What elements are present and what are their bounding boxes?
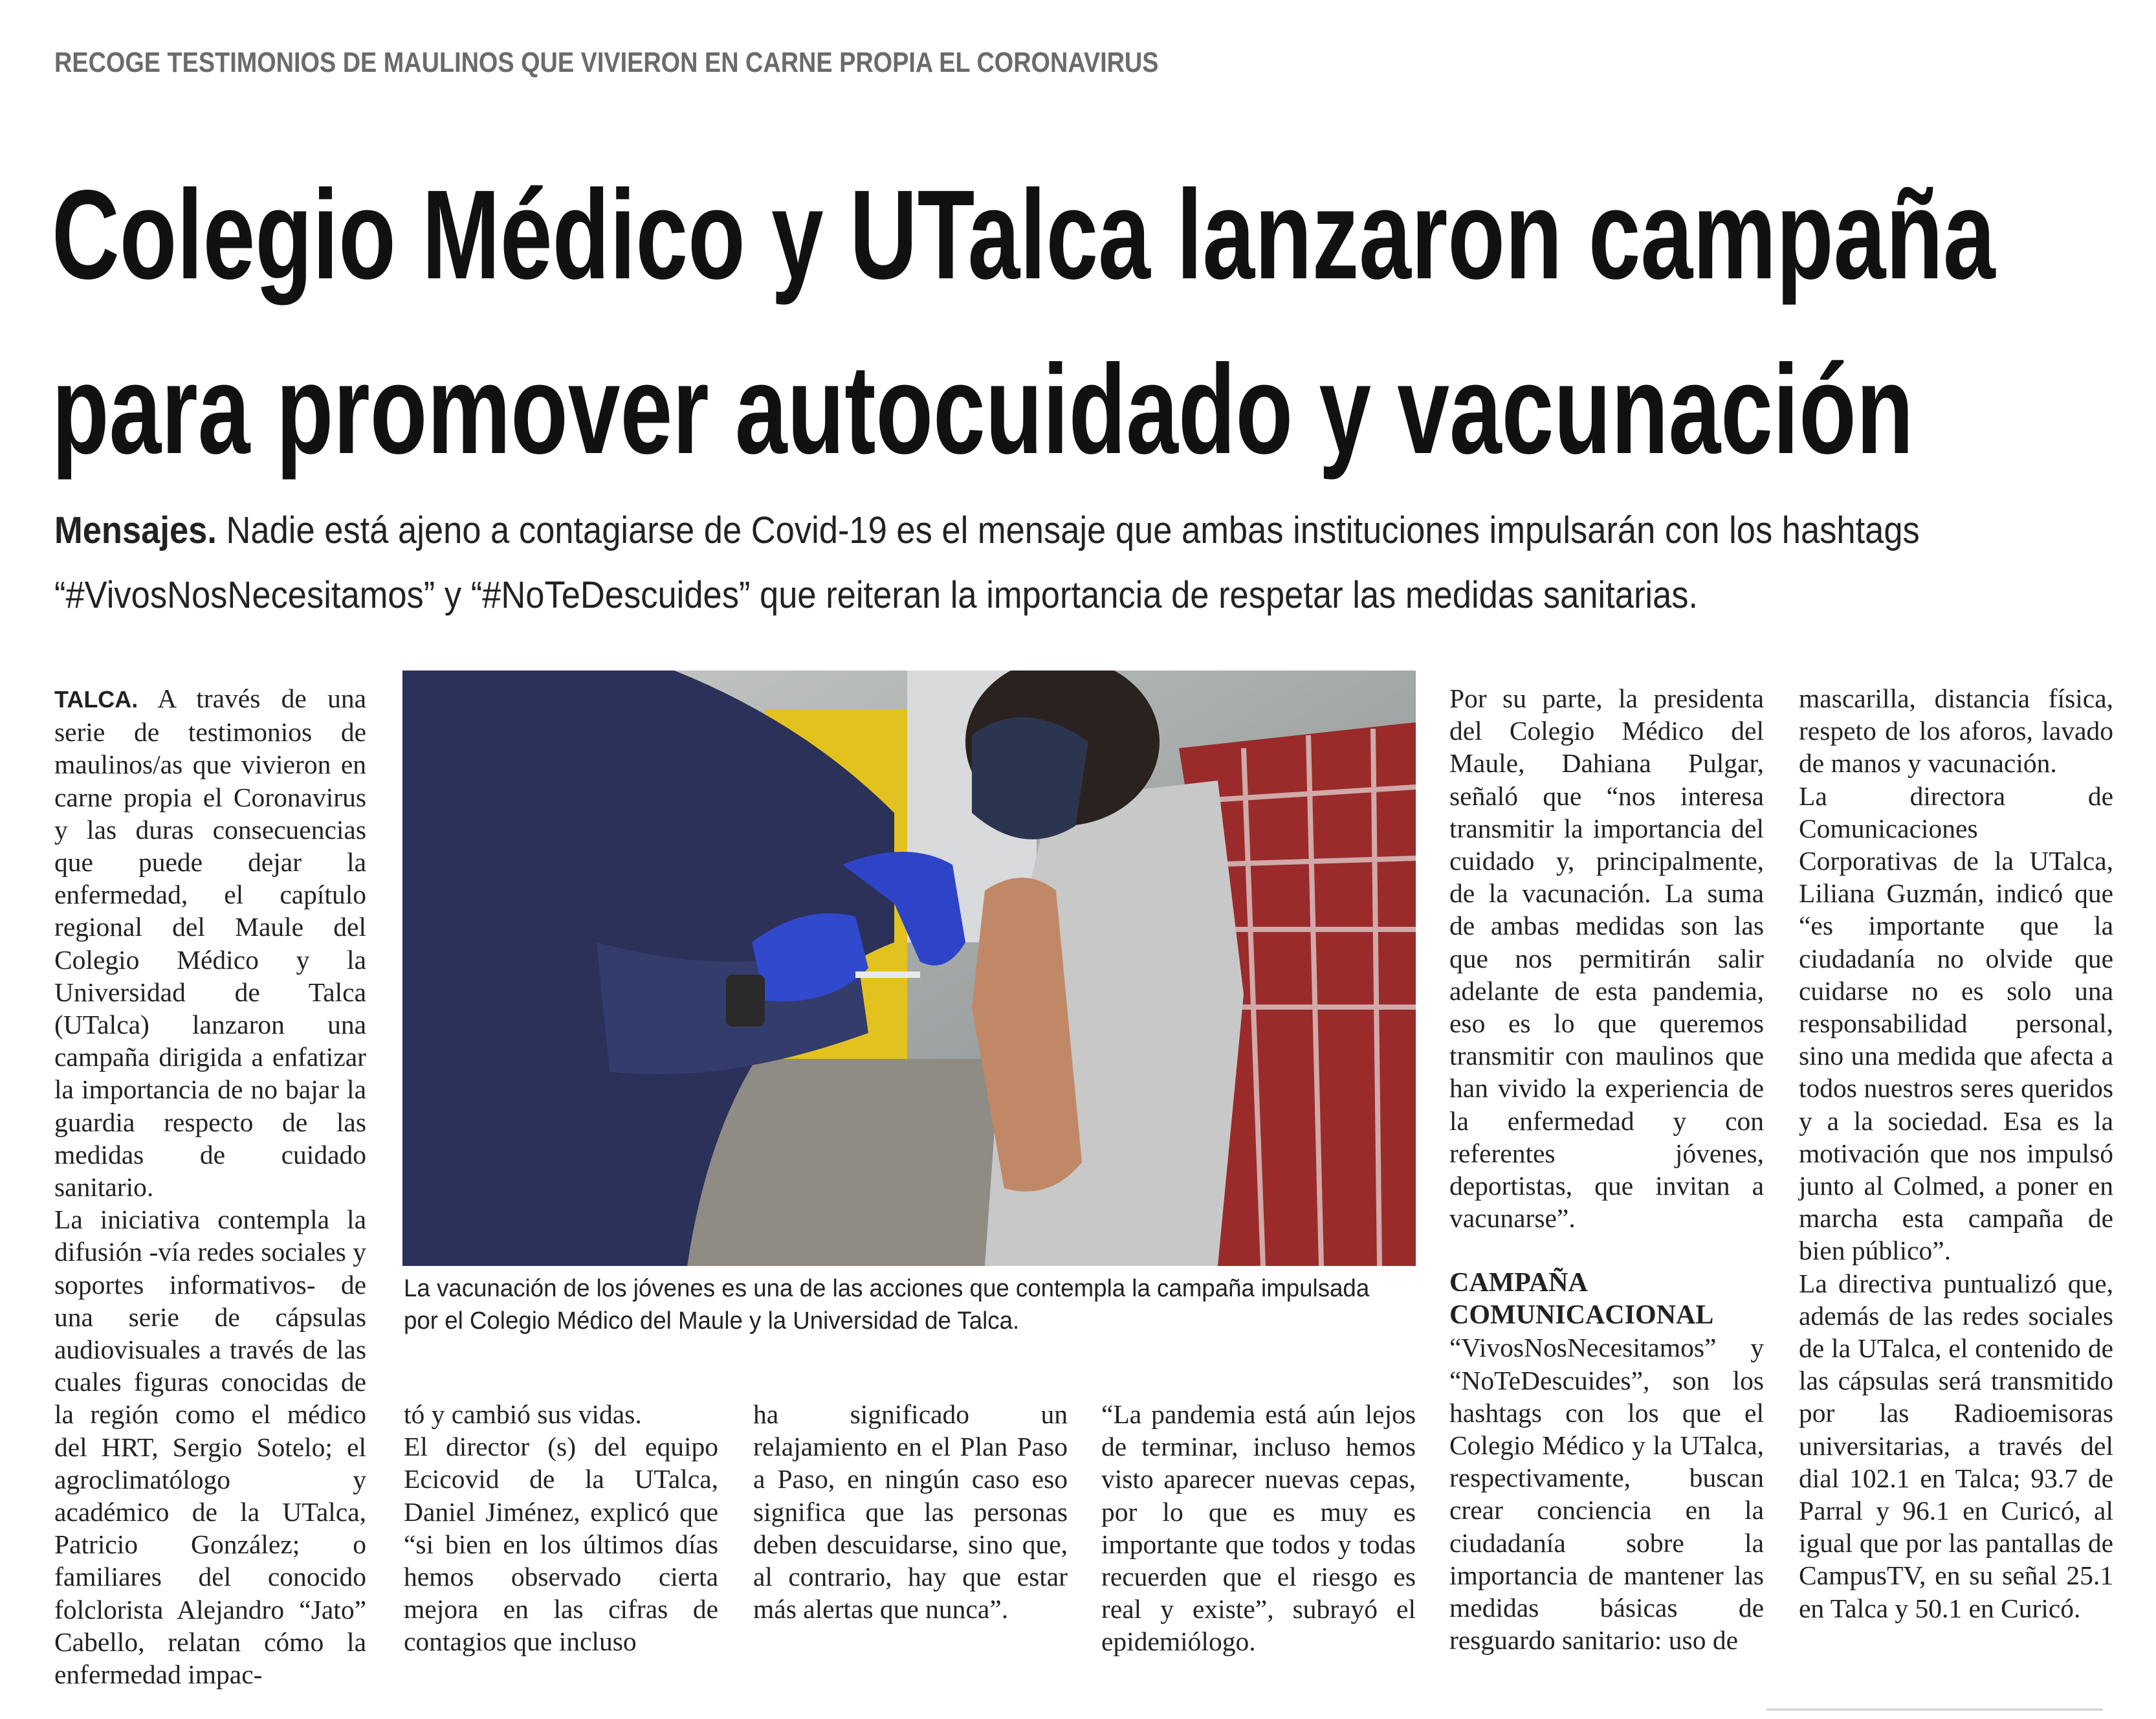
section-subhead: CAMPAÑA COMUNICACIONAL	[1449, 1268, 1714, 1331]
watch	[726, 975, 765, 1026]
deck-text: Nadie está ajeno a contagiarse de Covid-19 es el mensaje que ambas instituciones impulsarán con los hashtags “#VivosNosNecesitamos” y “#NoTeDescuides” que reiteran la importancia de respetar las medidas sanitarias.	[54, 509, 1920, 616]
deck	[54, 498, 2116, 628]
column-3	[753, 1398, 1068, 1625]
column-1-paragraph-2: La iniciativa contempla la difusión -vía redes sociales y soportes informativos- de una serie de cápsulas audiovisuales a través de las cuales figuras conocidas de la región como el médico del HRT, Sergio Sotelo; el agroclimatólogo y académico de la UTalca, Patricio González; o familiares del conocido folclorista Alejandro “Jato” Cabello, relatan cómo la enfermedad impac-	[54, 1204, 366, 1690]
column-1-paragraph-1	[54, 682, 366, 1203]
column-2	[404, 1398, 718, 1658]
deck-label: Mensajes.	[54, 509, 217, 551]
vaccination-photo	[402, 671, 1416, 1266]
photo-illustration	[402, 671, 1416, 1266]
headline-line-1: Colegio Médico y UTalca lanzaron campaña	[52, 164, 1996, 305]
column-2-paragraph-2: El director (s) del equipo Ecicovid de la UTalca, Daniel Jiménez, explicó que “si bien en los últimos días hemos observado cierta mejora en las cifras de contagios que incluso	[404, 1432, 718, 1657]
column-1-text-1: A través de una serie de testimonios de maulinos/as que vivieron en carne propia el Coronavirus y las duras consecuencias que puede dejar la enfermedad, el capítulo regional del Maule del Colegio Médico y la Universidad de Talca (UTalca) lanzaron una campaña dirigida a enfatizar la importancia de no bajar la guardia respecto de las medidas de cuidado sanitario.	[54, 683, 366, 1203]
column-2-paragraph-1: tó y cambió sus vidas.	[404, 1399, 642, 1429]
column-4-paragraph-1: “La pandemia está aún lejos de terminar, incluso hemos visto aparecer nuevas cepas, por lo que es muy es importante que todos y todas recuerden que el riesgo es real y existe”, subrayó el epidemiólogo.	[1101, 1399, 1416, 1657]
headline	[52, 148, 1996, 497]
headline-line-2: para promover autocuidado y vacunación	[52, 338, 1914, 480]
column-6	[1799, 682, 2113, 1625]
face-mask	[972, 717, 1088, 839]
column-5-paragraph-2: “VivosNosNecesitamos” y “NoTeDescuides”, son los hashtags con los que el Colegio Médico y la UTalca, respectivamente, buscan crear conciencia en la ciudadanía sobre la importancia de mantener las medidas básicas de resguardo sanitario: uso de	[1449, 1333, 1764, 1656]
column-4	[1101, 1398, 1416, 1658]
column-5-paragraph-1: Por su parte, la presidenta del Colegio Médico del Maule, Dahiana Pulgar, señaló que “nos interesa transmitir la importancia del cuidado y, principalmente, de la vacunación. La suma de ambas medidas son las que nos permitirán salir adelante de esta pandemia, eso es lo que queremos transmitir con maulinos que han vivido la experiencia de la enfermedad y con referentes jóvenes, deportistas, que invitan a vacunarse”.	[1449, 683, 1764, 1234]
dateline: TALCA.	[54, 686, 138, 713]
column-1	[54, 682, 366, 1691]
column-6-paragraph-3: La directiva puntualizó que, además de las redes sociales de la UTalca, el contenido de las cápsulas será transmitido por las Radioemisoras universitarias, a través del dial 102.1 en Talca; 93.7 de Parral y 96.1 en Curicó, al igual que por las pantallas de CampusTV, en su señal 25.1 en Talca y 50.1 en Curicó.	[1799, 1268, 2113, 1623]
column-6-paragraph-1: mascarilla, distancia física, respeto de los aforos, lavado de manos y vacunación.	[1799, 683, 2113, 779]
column-6-paragraph-2: La directora de Comunicaciones Corporativas de la UTalca, Liliana Guzmán, indicó que “es importante que la ciudadanía no olvide que cuidarse no es solo una responsabilidad personal, sino una medida que afecta a todos nuestros seres queridos y a la sociedad. Esa es la motivación que nos impulsó junto al Colmed, a poner en marcha esta campaña de bien público”.	[1799, 781, 2113, 1266]
column-3-paragraph-1: ha significado un relajamiento en el Plan Paso a Paso, en ningún caso eso significa que las personas deben descuidarse, sino que, al contrario, hay que estar más alertas que nunca”.	[753, 1399, 1068, 1625]
column-5	[1449, 682, 1764, 1656]
bottom-rule	[1766, 1709, 2103, 1711]
photo-caption: La vacunación de los jóvenes es una de las acciones que contempla la campaña impulsada por el Colegio Médico del Maule y la Universidad de Talca.	[404, 1275, 1370, 1335]
kicker: RECOGE TESTIMONIOS DE MAULINOS QUE VIVIERON EN CARNE PROPIA EL CORONAVIRUS	[54, 47, 1159, 78]
